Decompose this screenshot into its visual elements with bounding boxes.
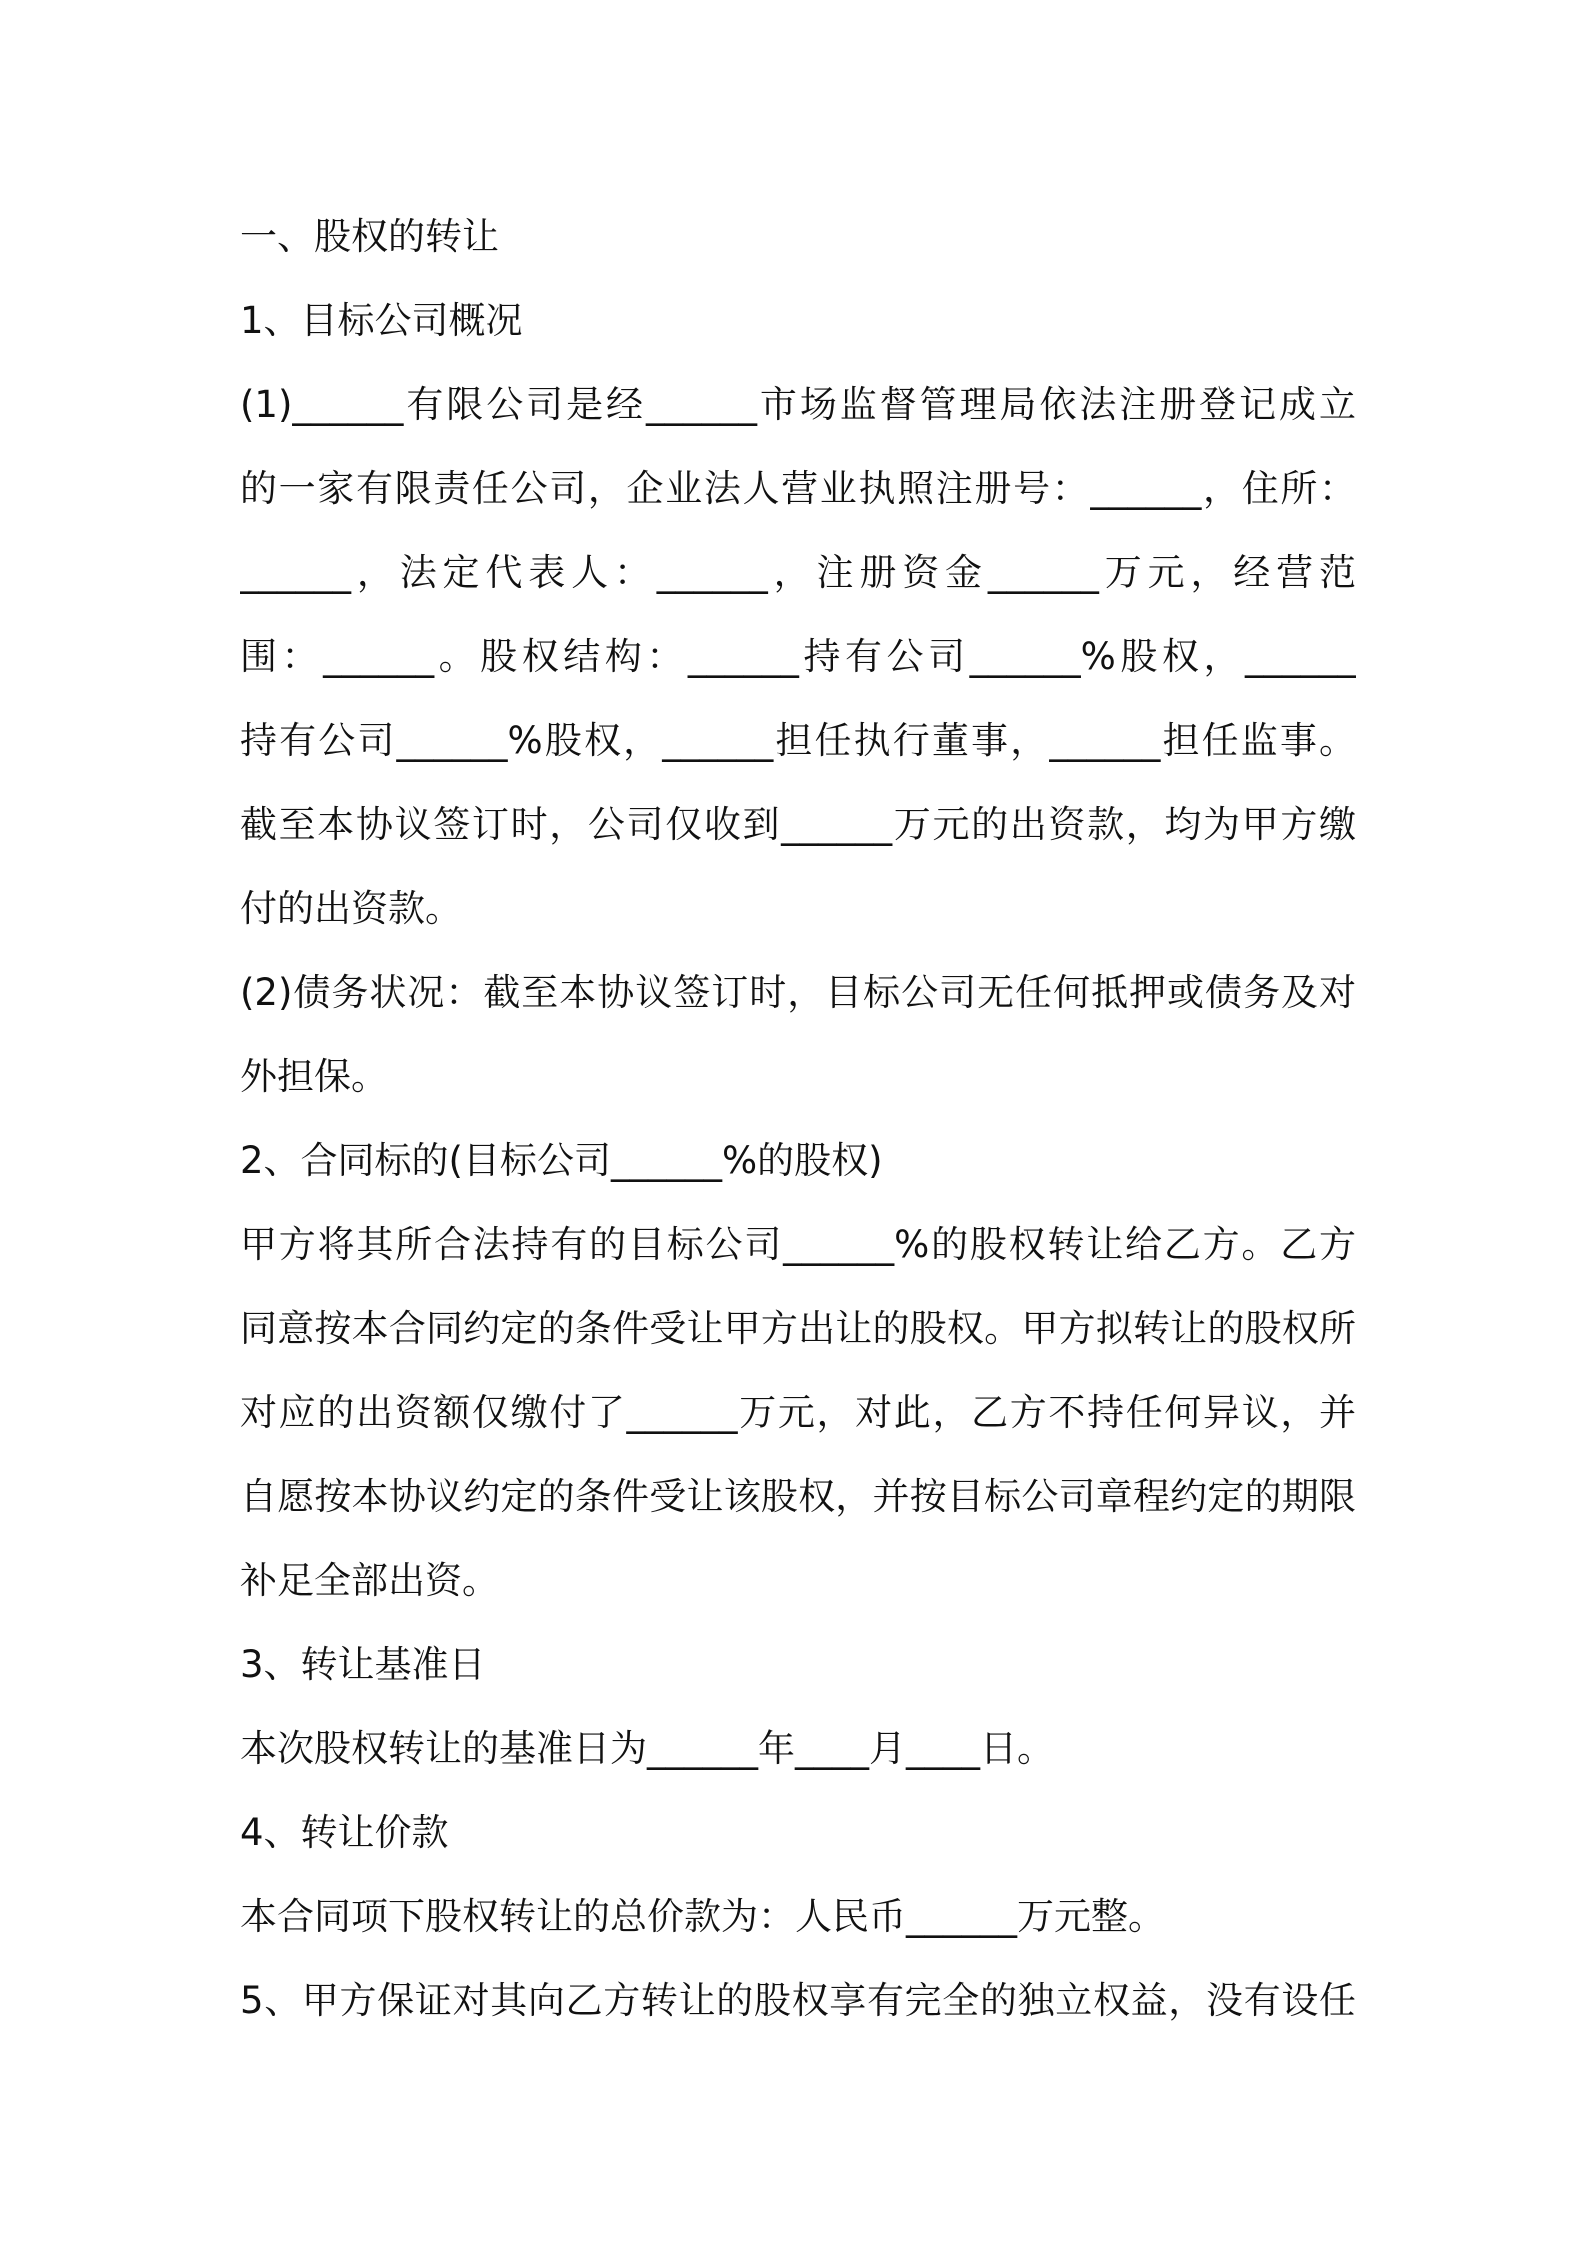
- clause-heading: 2、合同标的(目标公司______%的股权): [240, 1139, 883, 1182]
- paragraph-line: 本次股权转让的基准日为______年____月____日。: [240, 1727, 1054, 1770]
- paragraph-line: 补足全部出资。: [240, 1559, 499, 1602]
- section-heading: 一、股权的转让: [240, 215, 499, 258]
- paragraph-line: 同意按本合同约定的条件受让甲方出让的股权。甲方拟转让的股权所: [240, 1307, 1356, 1350]
- document-page: [240, 195, 1356, 2043]
- paragraph-line: 持有公司______%股权，______担任执行董事，______担任监事。: [240, 719, 1356, 762]
- clause-heading: 4、转让价款: [240, 1811, 449, 1854]
- clause-heading: 3、转让基准日: [240, 1643, 486, 1686]
- paragraph-line: 5、甲方保证对其向乙方转让的股权享有完全的独立权益，没有设任: [240, 1979, 1356, 2022]
- paragraph-line: 本合同项下股权转让的总价款为：人民币______万元整。: [240, 1895, 1165, 1938]
- paragraph-line: (1)______有限公司是经______市场监督管理局依法注册登记成立: [240, 383, 1356, 426]
- clause-heading: 1、目标公司概况: [240, 299, 523, 342]
- paragraph-line: 自愿按本协议约定的条件受让该股权，并按目标公司章程约定的期限: [240, 1475, 1356, 1518]
- paragraph-line: 外担保。: [240, 1055, 388, 1098]
- paragraph-line: 截至本协议签订时，公司仅收到______万元的出资款，均为甲方缴: [240, 803, 1356, 846]
- paragraph-line: 对应的出资额仅缴付了______万元，对此，乙方不持任何异议，并: [240, 1391, 1356, 1434]
- paragraph-line: 甲方将其所合法持有的目标公司______%的股权转让给乙方。乙方: [240, 1223, 1356, 1266]
- paragraph-line: (2)债务状况：截至本协议签订时，目标公司无任何抵押或债务及对: [240, 971, 1356, 1014]
- paragraph-line: 围：______。股权结构：______持有公司______%股权，______: [240, 635, 1356, 678]
- paragraph-line: 付的出资款。: [240, 887, 462, 930]
- paragraph-line: 的一家有限责任公司，企业法人营业执照注册号：______，住所：: [240, 467, 1356, 510]
- paragraph-line: ______，法定代表人：______，注册资金______万元，经营范: [240, 551, 1356, 594]
